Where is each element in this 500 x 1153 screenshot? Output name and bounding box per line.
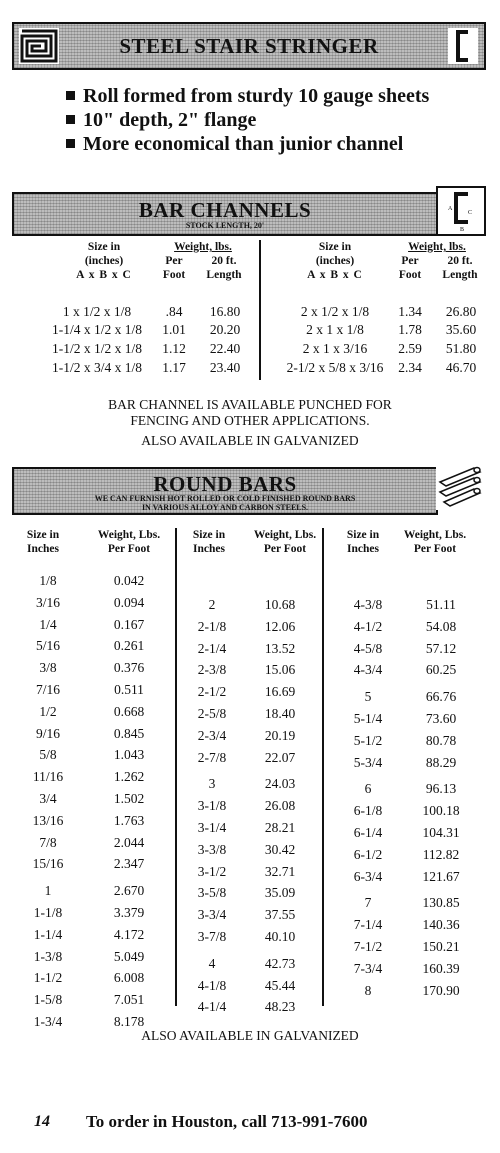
round-bar-weight-cell: 40.10 [264,929,296,944]
channel-size-cell: 2-1/2 x 5/8 x 3/16 [286,360,384,375]
round-bar-size-cell: 1 [44,883,52,898]
round-bar-size-cell: 5-3/4 [353,755,383,770]
round-bar-size-cell: 6-3/4 [353,869,383,884]
round-bar-weight-cell: 5.049 [113,949,145,964]
round-bar-weight-cell: 22.07 [264,750,296,765]
bullet-item: Roll formed from sturdy 10 gauge sheets [66,84,429,108]
round-bar-size-cell: 9/16 [35,726,60,741]
section-title: BAR CHANNELS [138,198,312,222]
column-divider [175,528,177,1006]
label-c: C [468,210,473,216]
round-bar-weight-cell: 45.44 [264,978,296,993]
round-bar-weight-cell: 130.85 [422,895,460,910]
round-bar-weight-cell: 37.55 [264,907,296,922]
length-cell: 22.40 [209,341,241,356]
round-bar-size-cell: 3-5/8 [197,885,227,900]
bullet-square-icon [66,91,75,100]
round-bar-size-cell: 1-1/4 [33,927,63,942]
length-cell: 16.80 [209,304,241,319]
section-subtitle: WE CAN FURNISH HOT ROLLED OR COLD FINISHED ROUND BARS [94,494,356,503]
length-cell: 46.70 [445,360,477,375]
round-bar-size-cell: 6-1/4 [353,825,383,840]
round-bar-size-cell: 4-1/2 [353,619,383,634]
round-bar-size-cell: 3/16 [35,595,60,610]
section-title: ROUND BARS [153,472,297,496]
round-bar-size-cell: 2-1/8 [197,619,227,634]
per-foot-cell: 1.01 [162,322,186,337]
per-foot-cell: 1.17 [162,360,186,375]
bullet-item: More economical than junior channel [66,132,403,156]
column-divider [259,240,261,380]
page-title: STEEL STAIR STRINGER [119,34,379,58]
round-bar-weight-cell: 0.511 [114,682,144,697]
round-bar-weight-cell: 80.78 [425,733,457,748]
round-bar-weight-cell: 32.71 [264,864,296,879]
round-bar-size-cell: 3-7/8 [197,929,227,944]
length-cell: 35.60 [445,322,477,337]
round-bar-size-cell: 2 [208,597,216,612]
round-bar-weight-cell: 12.06 [264,619,296,634]
section-subtitle: STOCK LENGTH, 20' [185,221,265,230]
round-bar-size-cell: 7 [364,895,372,910]
round-bar-weight-cell: 13.52 [264,641,296,656]
col-header-per-foot: Per Foot [398,255,422,281]
channel-size-cell: 2 x 1/2 x 1/8 [300,304,370,319]
round-bar-size-cell: 1-1/8 [33,905,63,920]
label-b: B [460,227,465,233]
channel-profile-icon [448,28,478,64]
per-foot-cell: 1.78 [398,322,422,337]
round-bar-weight-cell: 30.42 [264,842,296,857]
col-header-weight: Weight, Lbs. Per Foot [253,529,317,555]
round-bar-size-cell: 4-3/8 [353,597,383,612]
round-bar-size-cell: 6-1/8 [353,803,383,818]
col-header-weight: Weight, lbs. [408,241,466,253]
col-header-per-foot: Per Foot [162,255,186,281]
round-bar-weight-cell: 15.06 [264,662,296,677]
round-bar-weight-cell: 1.043 [113,747,145,762]
channel-size-cell: 1-1/2 x 1/2 x 1/8 [52,341,142,356]
round-bar-size-cell: 7-3/4 [353,961,383,976]
round-bar-size-cell: 2-5/8 [197,706,227,721]
col-header-size: Size in Inches [346,529,380,555]
round-bar-weight-cell: 0.094 [113,595,145,610]
channel-size-cell: 1-1/4 x 1/2 x 1/8 [52,322,142,337]
round-bar-size-cell: 4-5/8 [353,641,383,656]
round-bar-weight-cell: 1.502 [113,791,145,806]
header-banner [12,22,486,70]
round-bar-weight-cell: 24.03 [264,776,296,791]
round-bar-size-cell: 3-3/8 [197,842,227,857]
round-bar-weight-cell: 1.262 [113,769,145,784]
round-bar-size-cell: 4-1/4 [197,999,227,1014]
round-bar-weight-cell: 26.08 [264,798,296,813]
bullet-square-icon [66,115,75,124]
bar-channel-note: BAR CHANNEL IS AVAILABLE PUNCHED FOR [108,397,392,412]
round-bar-size-cell: 7/8 [39,835,57,850]
round-bar-size-cell: 11/16 [32,769,64,784]
round-bar-size-cell: 1-5/8 [33,992,63,1007]
round-bars-banner [12,467,438,515]
round-bar-weight-cell: 20.19 [264,728,296,743]
length-cell: 51.80 [445,341,477,356]
round-bar-size-cell: 1-1/2 [33,970,63,985]
per-foot-cell: 2.59 [398,341,422,356]
per-foot-cell: 2.34 [398,360,422,375]
round-bar-weight-cell: 3.379 [113,905,145,920]
round-bar-weight-cell: 18.40 [264,706,296,721]
round-bar-weight-cell: 8.178 [113,1014,145,1029]
bar-channel-note: FENCING AND OTHER APPLICATIONS. [130,413,370,428]
round-bar-weight-cell: 48.23 [264,999,296,1014]
round-bar-weight-cell: 7.051 [113,992,145,1007]
round-bar-size-cell: 2-1/4 [197,641,227,656]
per-foot-cell: .84 [165,304,183,319]
round-bar-weight-cell: 60.25 [425,662,457,677]
round-bar-weight-cell: 160.39 [422,961,460,976]
round-bar-weight-cell: 88.29 [425,755,457,770]
round-bar-size-cell: 3-3/4 [197,907,227,922]
round-bar-size-cell: 7-1/2 [353,939,383,954]
round-bar-weight-cell: 0.261 [113,638,145,653]
galvanized-note: ALSO AVAILABLE IN GALVANIZED [141,433,359,448]
round-bar-weight-cell: 0.668 [113,704,145,719]
round-bar-weight-cell: 150.21 [422,939,460,954]
round-bar-size-cell: 2-1/2 [197,684,227,699]
round-bar-size-cell: 1/2 [39,704,57,719]
col-header-size: Size in (inches) A x B x C [307,241,363,281]
round-bar-size-cell: 3-1/8 [197,798,227,813]
round-bar-size-cell: 5-1/4 [353,711,383,726]
round-bar-weight-cell: 2.670 [113,883,145,898]
column-divider [322,528,324,1006]
length-cell: 26.80 [445,304,477,319]
round-bar-weight-cell: 170.90 [422,983,460,998]
channel-size-cell: 2 x 1 x 1/8 [306,322,364,337]
col-header-size: Size in (inches) A x B x C [76,241,132,281]
bullet-item: 10" depth, 2" flange [66,108,256,132]
round-bar-weight-cell: 1.763 [113,813,145,828]
round-bar-weight-cell: 2.347 [113,856,145,871]
length-cell: 20.20 [209,322,241,337]
round-bar-size-cell: 3-1/4 [197,820,227,835]
col-header-weight: Weight, Lbs. Per Foot [97,529,161,555]
round-bar-size-cell: 3/4 [39,791,57,806]
round-bar-size-cell: 3/8 [39,660,57,675]
round-bar-weight-cell: 10.68 [264,597,296,612]
bar-channels-banner [12,192,438,236]
round-bar-weight-cell: 100.18 [422,803,460,818]
round-bar-size-cell: 4-1/8 [197,978,227,993]
col-header-length: 20 ft. Length [206,255,242,281]
round-bar-weight-cell: 4.172 [113,927,145,942]
round-bar-size-cell: 8 [364,983,372,998]
round-bar-weight-cell: 42.73 [264,956,296,971]
round-bar-size-cell: 5/16 [35,638,60,653]
round-bar-size-cell: 7/16 [35,682,60,697]
col-header-weight: Weight, Lbs. Per Foot [403,529,467,555]
round-bar-size-cell: 5 [364,689,372,704]
round-bar-weight-cell: 0.845 [113,726,145,741]
round-bar-weight-cell: 54.08 [425,619,457,634]
galvanized-note: ALSO AVAILABLE IN GALVANIZED [141,1028,359,1043]
round-bar-size-cell: 2-3/4 [197,728,227,743]
round-bar-weight-cell: 28.21 [264,820,296,835]
round-bar-size-cell: 6 [364,781,372,796]
round-bar-size-cell: 4 [208,956,216,971]
round-bar-weight-cell: 57.12 [425,641,457,656]
col-header-size: Size in Inches [192,529,226,555]
channel-size-cell: 1 x 1/2 x 1/8 [62,304,132,319]
length-cell: 23.40 [209,360,241,375]
round-bars-icon [436,464,484,510]
round-bar-size-cell: 1/4 [39,617,57,632]
round-bar-weight-cell: 140.36 [422,917,460,932]
round-bar-weight-cell: 112.82 [422,847,460,862]
col-header-length: 20 ft. Length [442,255,478,281]
page-number: 14 [34,1113,50,1130]
channel-size-cell: 1-1/2 x 3/4 x 1/8 [52,360,142,375]
round-bar-size-cell: 3-1/2 [197,864,227,879]
round-bar-size-cell: 3 [208,776,216,791]
round-bar-size-cell: 1/8 [39,573,57,588]
round-bar-size-cell: 15/16 [32,856,64,871]
round-bar-weight-cell: 0.042 [113,573,145,588]
round-bar-size-cell: 2-7/8 [197,750,227,765]
round-bar-size-cell: 6-1/2 [353,847,383,862]
round-bar-weight-cell: 51.11 [426,597,456,612]
round-bar-weight-cell: 16.69 [264,684,296,699]
round-bar-weight-cell: 6.008 [113,970,145,985]
round-bar-weight-cell: 66.76 [425,689,457,704]
round-bar-size-cell: 2-3/8 [197,662,227,677]
bar-channel-diagram-icon [436,186,486,236]
col-header-size: Size in Inches [26,529,60,555]
channel-size-cell: 2 x 1 x 3/16 [302,341,368,356]
round-bar-size-cell: 5-1/2 [353,733,383,748]
round-bar-size-cell: 4-3/4 [353,662,383,677]
round-bar-weight-cell: 35.09 [264,885,296,900]
per-foot-cell: 1.12 [162,341,186,356]
col-header-weight: Weight, lbs. [174,241,232,253]
round-bar-size-cell: 7-1/4 [353,917,383,932]
round-bar-size-cell: 5/8 [39,747,57,762]
round-bar-weight-cell: 0.376 [113,660,145,675]
round-bar-weight-cell: 121.67 [422,869,460,884]
round-bar-weight-cell: 96.13 [425,781,457,796]
order-phone-text: To order in Houston, call 713-991-7600 [86,1112,368,1131]
section-subtitle: IN VARIOUS ALLOY AND CARBON STEELS. [141,503,309,512]
round-bar-weight-cell: 0.167 [113,617,145,632]
round-bar-size-cell: 13/16 [32,813,64,828]
bullet-square-icon [66,139,75,148]
round-bar-size-cell: 1-3/4 [33,1014,63,1029]
round-bar-size-cell: 1-3/8 [33,949,63,964]
round-bar-weight-cell: 2.044 [113,835,145,850]
per-foot-cell: 1.34 [398,304,422,319]
round-bar-weight-cell: 104.31 [422,825,460,840]
label-a: A [448,206,453,212]
round-bar-weight-cell: 73.60 [425,711,457,726]
